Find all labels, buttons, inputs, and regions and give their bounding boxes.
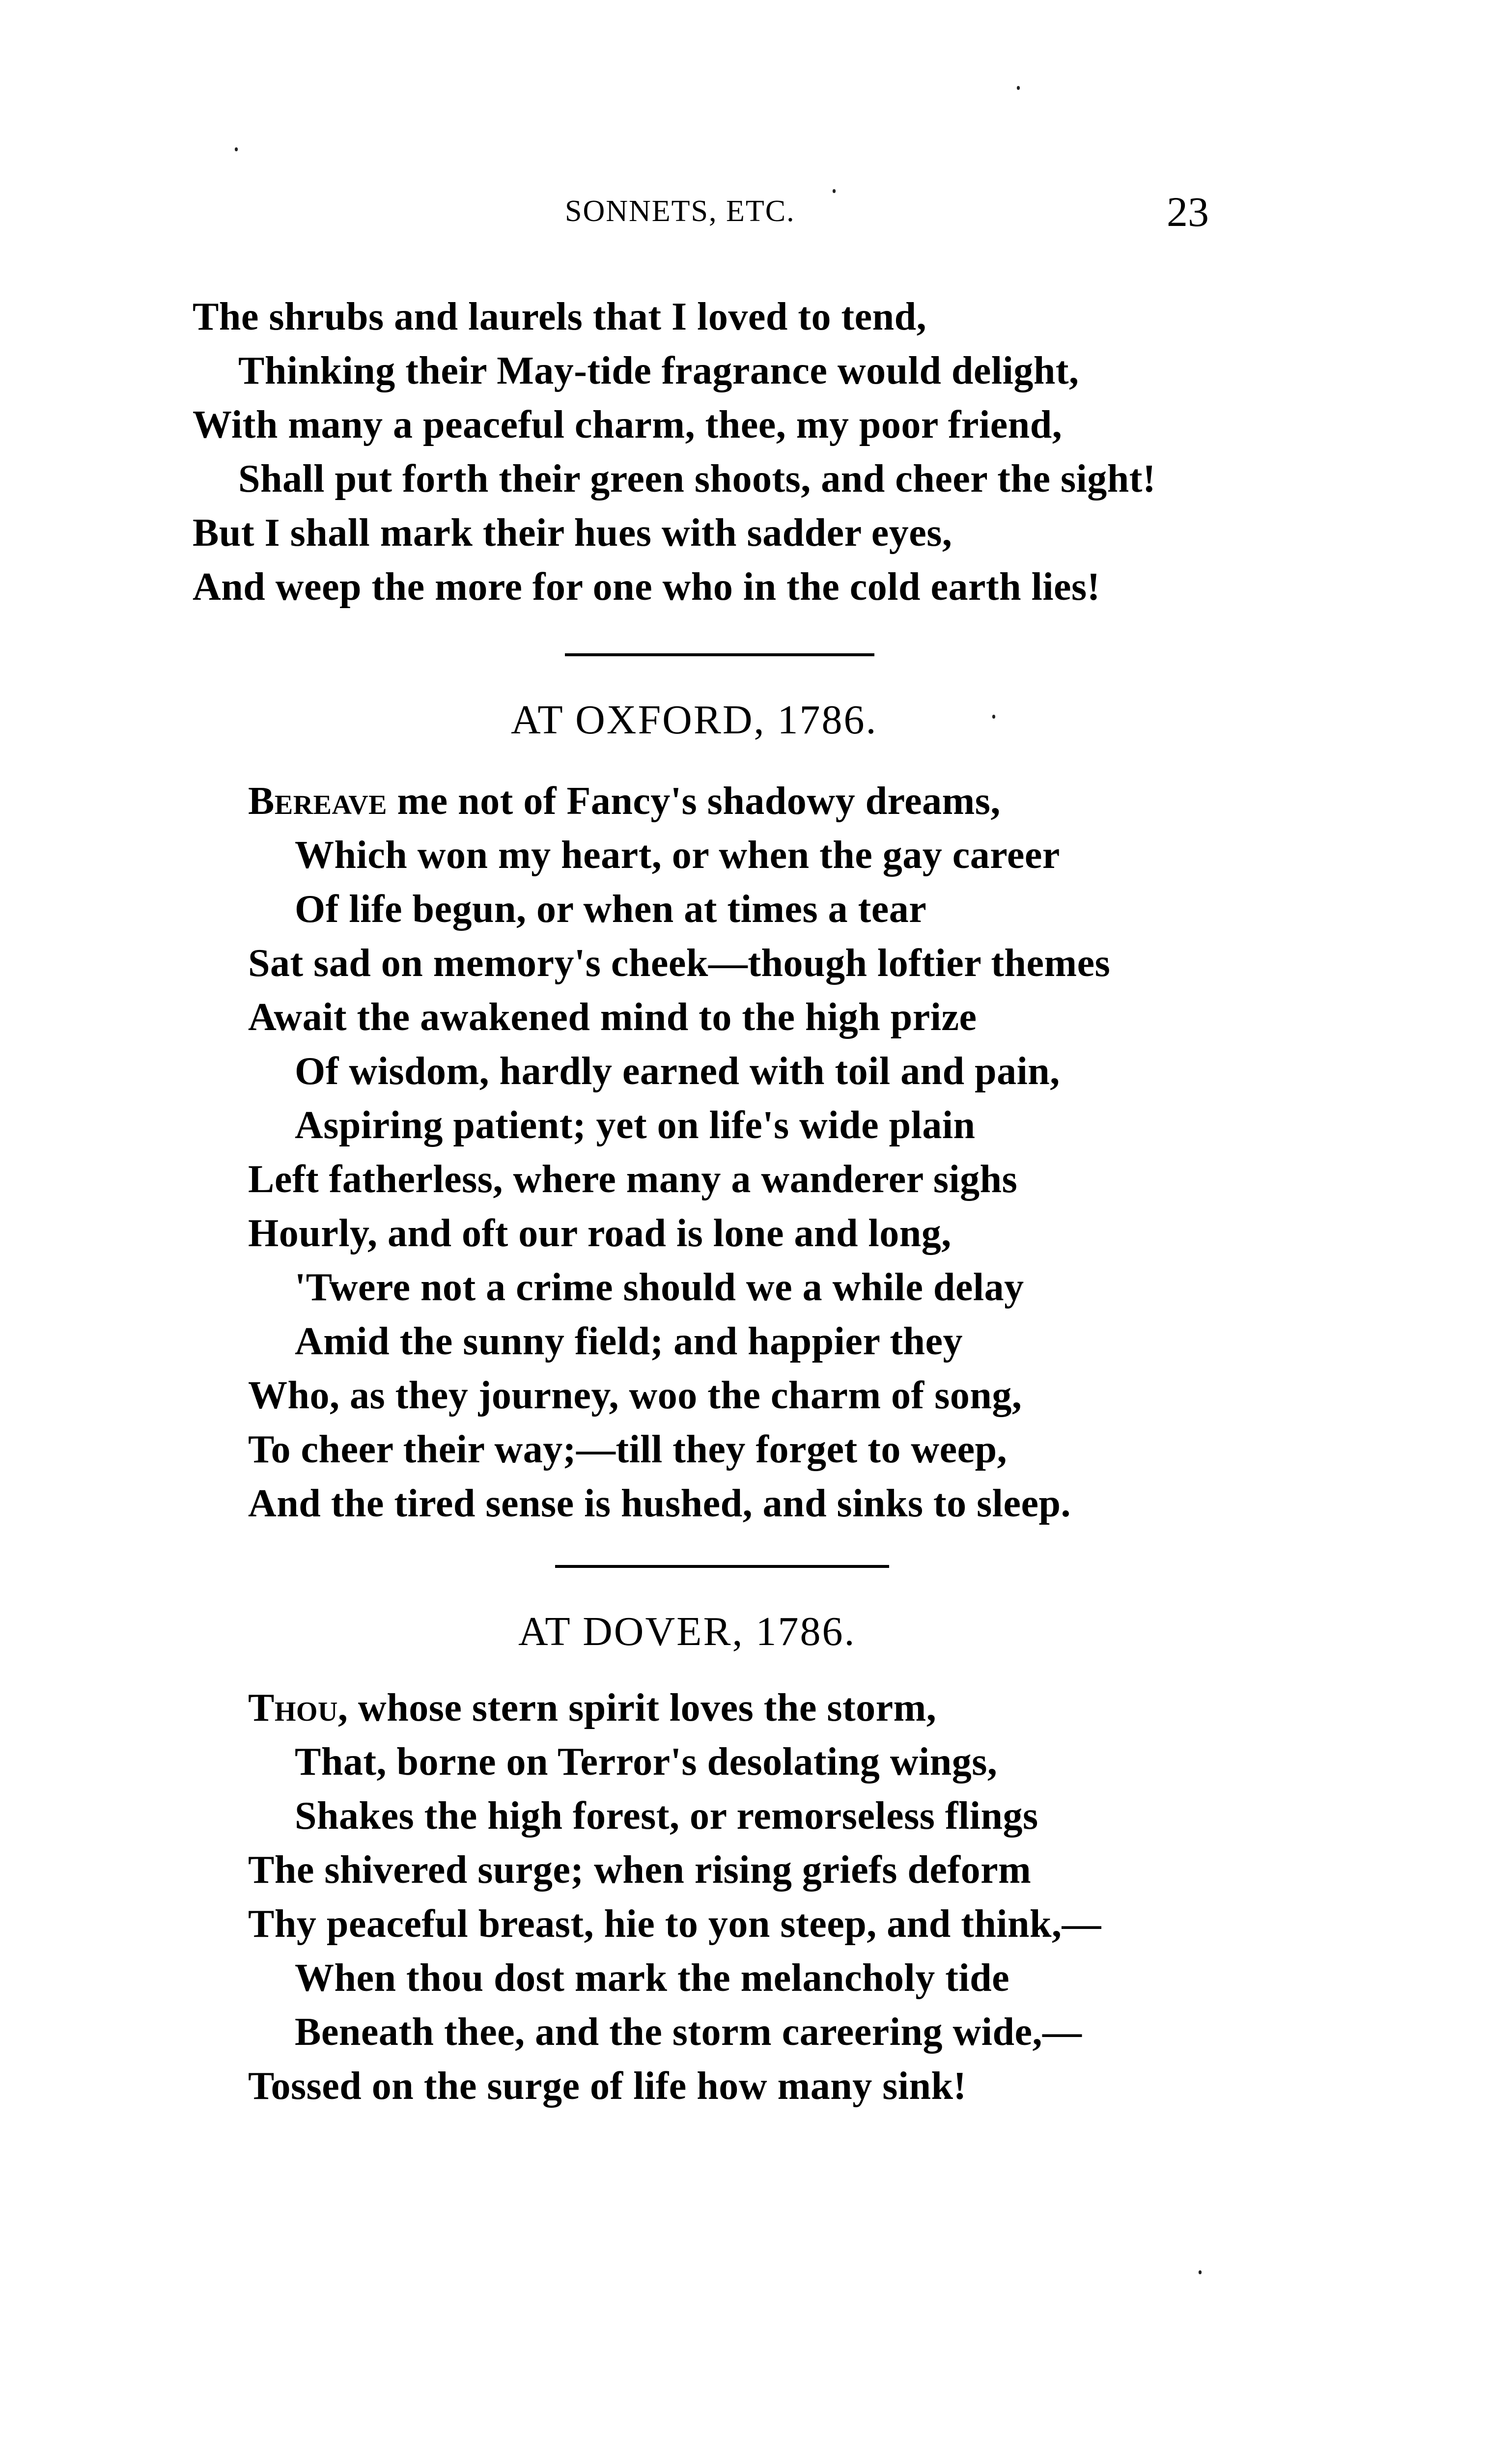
verse-line: Of life begun, or when at times a tear	[295, 888, 927, 931]
bottom-margin	[0, 2113, 1512, 2359]
running-head	[0, 188, 1512, 238]
verse-line: Tossed on the surge of life how many sink!	[248, 2065, 967, 2108]
verse-line: The shivered surge; when rising griefs deform	[248, 1848, 1032, 1892]
verse-line: Thinking their May-tide fragrance would delight,	[238, 349, 1079, 392]
verse-line: Thy peaceful breast, hie to yon steep, and think,—	[248, 1902, 1102, 1946]
drop-word: Bereave	[248, 780, 388, 823]
verse-line: Beneath thee, and the storm careering wide,—	[295, 2010, 1082, 2054]
verse-line: Of wisdom, hardly earned with toil and pain,	[295, 1050, 1060, 1093]
verse-line: With many a peaceful charm, thee, my poor friend,	[193, 403, 1063, 447]
scan-speck	[1017, 86, 1020, 90]
poem-at-oxford	[0, 696, 1512, 1531]
poem-title: AT OXFORD, 1786.	[511, 697, 878, 743]
verse-line: Shakes the high forest, or remorseless flings	[295, 1794, 1038, 1838]
drop-word: Thou	[248, 1686, 338, 1730]
poem-title: AT DOVER, 1786.	[518, 1609, 856, 1654]
verse-line: And weep the more for one who in the cold earth lies!	[193, 565, 1100, 609]
verse-line: Left fatherless, where many a wanderer sighs	[248, 1158, 1018, 1201]
section-divider	[555, 1565, 889, 1568]
verse-line: Hourly, and oft our road is lone and long,	[248, 1212, 952, 1255]
verse-line: Await the awakened mind to the high prize	[248, 996, 977, 1039]
verse-line: Shall put forth their green shoots, and cheer the sight!	[238, 457, 1156, 501]
verse-line: The shrubs and laurels that I loved to tend,	[193, 295, 927, 338]
verse-line: Which won my heart, or when the gay career	[295, 834, 1060, 877]
verse-line	[0, 774, 1512, 828]
verse-line: To cheer their way;—till they forget to weep,	[248, 1428, 1008, 1471]
verse-line: But I shall mark their hues with sadder eyes,	[193, 511, 952, 555]
verse-line: When thou dost mark the melancholy tide	[295, 1956, 1010, 2000]
running-title: SONNETS, ETC.	[565, 195, 795, 228]
scan-speck	[833, 189, 836, 193]
verse-line: 'Twere not a crime should we a while delay	[295, 1266, 1024, 1309]
section-divider	[565, 653, 874, 656]
verse-line	[0, 1681, 1512, 1735]
verse-line: Aspiring patient; yet on life's wide plain	[295, 1104, 976, 1147]
verse-line: That, borne on Terror's desolating wings,	[295, 1740, 998, 1784]
page-number: 23	[1167, 188, 1209, 235]
verse-line: Sat sad on memory's cheek—though loftier themes	[248, 942, 1111, 985]
verse-line: Who, as they journey, woo the charm of song,	[248, 1374, 1022, 1417]
poem-at-dover	[0, 1607, 1512, 2113]
verse-text: me not of Fancy's shadowy dreams,	[387, 780, 1001, 823]
verse-line: Amid the sunny field; and happier they	[295, 1320, 963, 1363]
verse-line: And the tired sense is hushed, and sinks to sleep.	[248, 1482, 1071, 1525]
scan-speck	[1199, 2270, 1202, 2274]
opening-stanza	[0, 290, 1512, 614]
verse-text: , whose stern spirit loves the storm,	[337, 1686, 937, 1730]
scan-speck	[992, 715, 995, 719]
scan-speck	[235, 147, 238, 151]
